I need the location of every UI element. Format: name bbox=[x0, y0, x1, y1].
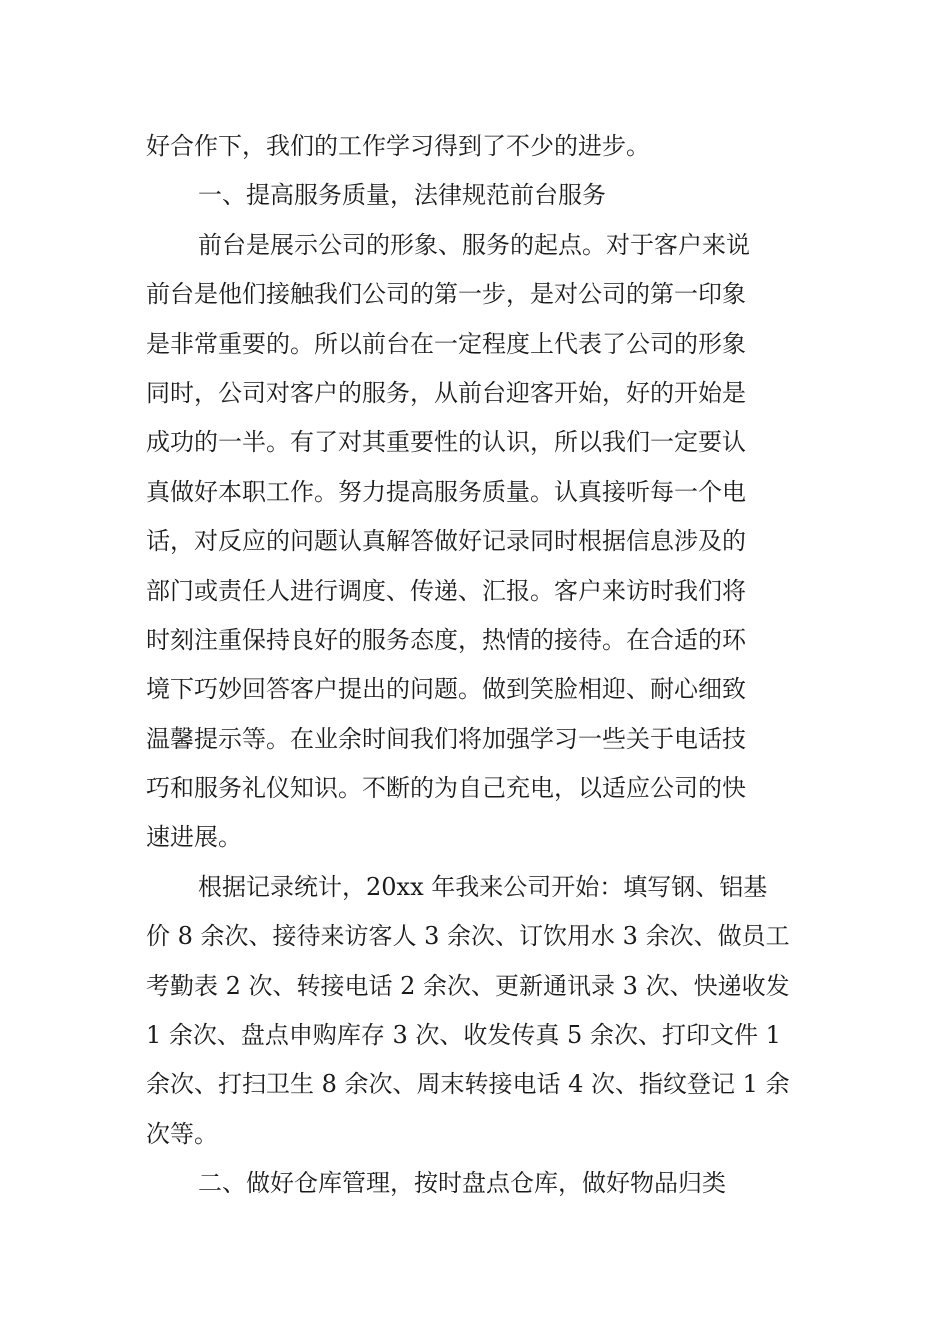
section-heading: 一、提高服务质量，法律规范前台服务 bbox=[198, 181, 606, 210]
text-line: 巧和服务礼仪知识。不断的为自己充电，以适应公司的快 bbox=[146, 774, 746, 803]
text-line: 速进展。 bbox=[146, 823, 242, 852]
text-line: 温馨提示等。在业余时间我们将加强学习一些关于电话技 bbox=[146, 724, 746, 753]
text-line: 1 余次、盘点申购库存 3 次、收发传真 5 余次、打印文件 1 bbox=[146, 1021, 781, 1050]
text-line: 余次、打扫卫生 8 余次、周末转接电话 4 次、指纹登记 1 余 bbox=[146, 1070, 790, 1099]
text-line: 次等。 bbox=[146, 1119, 218, 1148]
text-line: 话，对反应的问题认真解答做好记录同时根据信息涉及的 bbox=[146, 527, 746, 556]
text-line: 成功的一半。有了对其重要性的认识，所以我们一定要认 bbox=[146, 428, 746, 457]
text-line: 根据记录统计，20xx 年我来公司开始：填写钢、铝基 bbox=[198, 872, 768, 901]
text-line: 价 8 余次、接待来访客人 3 余次、订饮用水 3 余次、做员工 bbox=[146, 922, 790, 951]
text-line: 境下巧妙回答客户提出的问题。做到笑脸相迎、耐心细致 bbox=[146, 675, 746, 704]
text-line: 时刻注重保持良好的服务态度，热情的接待。在合适的环 bbox=[146, 625, 746, 654]
section-heading: 二、做好仓库管理，按时盘点仓库，做好物品归类 bbox=[198, 1169, 726, 1198]
text-line: 好合作下，我们的工作学习得到了不少的进步。 bbox=[146, 132, 650, 160]
text-line: 考勤表 2 次、转接电话 2 余次、更新通讯录 3 次、快递收发 bbox=[146, 971, 790, 1000]
document-body bbox=[146, 122, 816, 1209]
text-line: 前台是展示公司的形象、服务的起点。对于客户来说 bbox=[198, 230, 750, 259]
text-line: 真做好本职工作。努力提高服务质量。认真接听每一个电 bbox=[146, 477, 746, 506]
text-line: 同时，公司对客户的服务，从前台迎客开始，好的开始是 bbox=[146, 378, 746, 407]
text-line: 部门或责任人进行调度、传递、汇报。客户来访时我们将 bbox=[146, 576, 746, 605]
text-line: 前台是他们接触我们公司的第一步，是对公司的第一印象 bbox=[146, 280, 746, 309]
text-line: 是非常重要的。所以前台在一定程度上代表了公司的形象 bbox=[146, 329, 746, 358]
